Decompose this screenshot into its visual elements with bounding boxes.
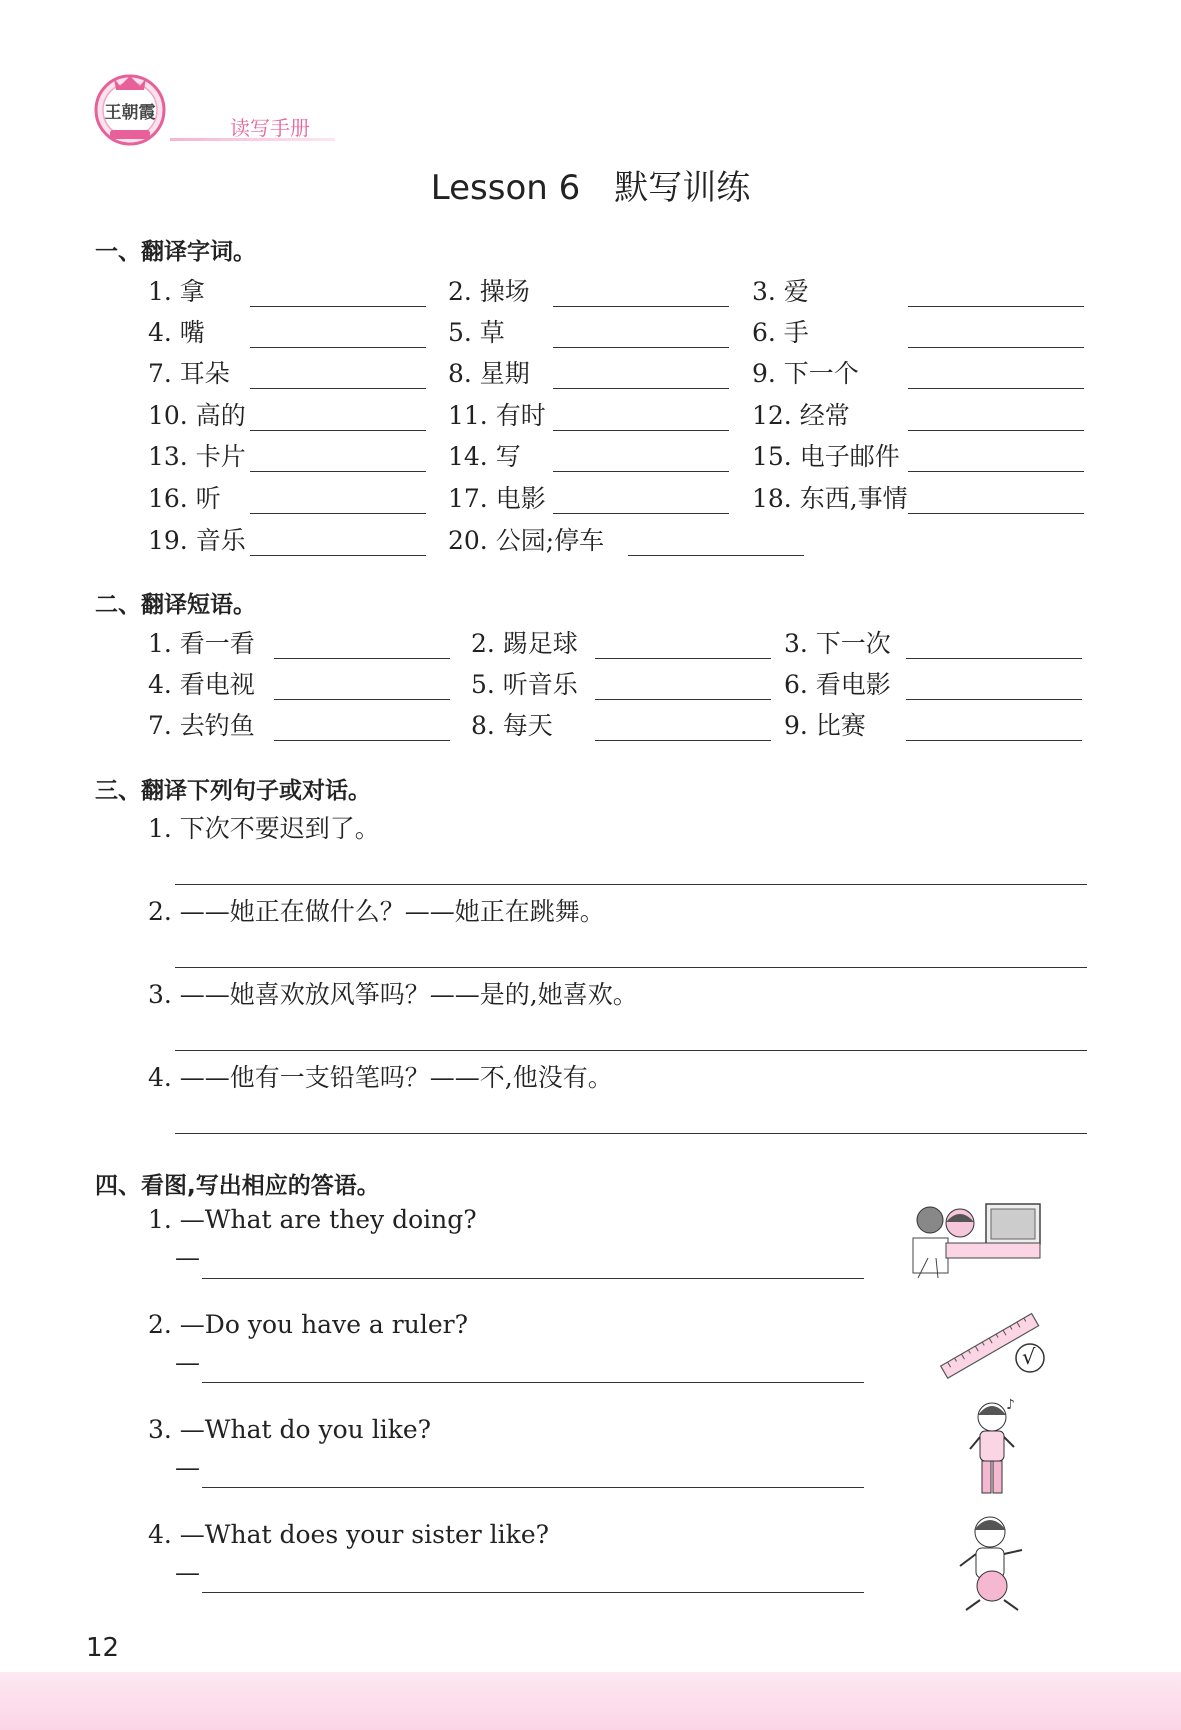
s4-question-3: 3. —What do you like?	[148, 1415, 432, 1444]
s1-item-14: 14. 写	[448, 442, 521, 471]
section-4-heading: 四、看图,写出相应的答语。	[95, 1173, 380, 1199]
s1-item-20: 20. 公园;停车	[448, 526, 605, 555]
s2-blank-9[interactable]	[906, 740, 1082, 741]
s1-blank-9[interactable]	[908, 388, 1084, 389]
s1-blank-8[interactable]	[553, 388, 729, 389]
s2-blank-4[interactable]	[274, 699, 450, 700]
girl-with-ball-image	[948, 1510, 1036, 1615]
s3-answer-line-3[interactable]	[175, 1050, 1087, 1051]
s2-blank-1[interactable]	[274, 658, 450, 659]
s4-answer-line-2[interactable]	[202, 1382, 864, 1383]
book-label: 读写手册	[230, 116, 310, 140]
s2-item-6: 6. 看电影	[784, 670, 891, 699]
s1-blank-17[interactable]	[553, 513, 729, 514]
s3-item-1: 1. 下次不要迟到了。	[148, 814, 380, 843]
ruler-image	[938, 1308, 1056, 1380]
s1-blank-10[interactable]	[250, 430, 426, 431]
section-2-heading: 二、翻译短语。	[95, 592, 256, 618]
s3-answer-line-4[interactable]	[175, 1133, 1087, 1134]
page-title: Lesson 6 默写训练	[430, 168, 751, 208]
s1-blank-1[interactable]	[250, 306, 426, 307]
s2-item-7: 7. 去钓鱼	[148, 711, 255, 740]
s1-blank-20[interactable]	[628, 555, 804, 556]
s1-blank-4[interactable]	[250, 347, 426, 348]
s1-blank-2[interactable]	[553, 306, 729, 307]
page-number: 12	[86, 1633, 120, 1663]
s1-item-10: 10. 高的	[148, 401, 246, 430]
section-3-heading: 三、翻译下列句子或对话。	[95, 778, 371, 804]
s1-item-15: 15. 电子邮件	[752, 442, 900, 471]
s1-blank-13[interactable]	[250, 471, 426, 472]
s1-item-5: 5. 草	[448, 318, 505, 347]
s1-blank-16[interactable]	[250, 513, 426, 514]
s4-dash-4: —	[175, 1558, 200, 1587]
s1-blank-6[interactable]	[908, 347, 1084, 348]
s1-item-4: 4. 嘴	[148, 318, 205, 347]
logo-text: 王朝霞	[104, 103, 156, 123]
check-mark-icon: √	[1022, 1345, 1036, 1369]
s1-item-9: 9. 下一个	[752, 359, 859, 388]
s1-blank-5[interactable]	[553, 347, 729, 348]
s1-item-17: 17. 电影	[448, 484, 546, 513]
s4-question-4: 4. —What does your sister like?	[148, 1520, 550, 1549]
s1-blank-12[interactable]	[908, 430, 1084, 431]
s4-answer-line-1[interactable]	[202, 1278, 864, 1279]
svg-text:♪: ♪	[1006, 1397, 1015, 1413]
footer-band	[0, 1672, 1181, 1730]
s2-blank-7[interactable]	[274, 740, 450, 741]
s1-item-3: 3. 爱	[752, 277, 809, 306]
s1-item-13: 13. 卡片	[148, 442, 246, 471]
s4-answer-line-4[interactable]	[202, 1592, 864, 1593]
s4-question-1: 1. —What are they doing?	[148, 1205, 477, 1234]
s4-dash-2: —	[175, 1348, 200, 1377]
s1-item-6: 6. 手	[752, 318, 809, 347]
s4-question-2: 2. —Do you have a ruler?	[148, 1310, 468, 1339]
s1-blank-15[interactable]	[908, 471, 1084, 472]
s2-blank-6[interactable]	[906, 699, 1082, 700]
s1-item-19: 19. 音乐	[148, 526, 246, 555]
s1-item-18: 18. 东西,事情	[752, 484, 908, 513]
s1-blank-19[interactable]	[250, 555, 426, 556]
s1-item-11: 11. 有时	[448, 401, 546, 430]
s3-item-3: 3. ——她喜欢放风筝吗？——是的,她喜欢。	[148, 980, 638, 1009]
s2-item-5: 5. 听音乐	[471, 670, 578, 699]
publisher-logo	[92, 70, 168, 146]
s2-item-3: 3. 下一次	[784, 629, 891, 658]
section-1-heading: 一、翻译字词。	[95, 239, 256, 265]
s2-item-9: 9. 比赛	[784, 711, 866, 740]
s2-blank-2[interactable]	[595, 658, 771, 659]
girl-listening-music-image	[962, 1395, 1032, 1500]
s1-item-16: 16. 听	[148, 484, 221, 513]
s2-blank-3[interactable]	[906, 658, 1082, 659]
s2-blank-5[interactable]	[595, 699, 771, 700]
children-watching-tv-image	[908, 1198, 1043, 1284]
s4-dash-1: —	[175, 1243, 200, 1272]
s2-item-4: 4. 看电视	[148, 670, 255, 699]
s3-item-2: 2. ——她正在做什么？——她正在跳舞。	[148, 897, 605, 926]
s4-dash-3: —	[175, 1453, 200, 1482]
s3-item-4: 4. ——他有一支铅笔吗？——不,他没有。	[148, 1063, 613, 1092]
s2-blank-8[interactable]	[595, 740, 771, 741]
s3-answer-line-2[interactable]	[175, 967, 1087, 968]
s1-blank-14[interactable]	[553, 471, 729, 472]
s2-item-2: 2. 踢足球	[471, 629, 578, 658]
s1-item-2: 2. 操场	[448, 277, 530, 306]
s1-blank-3[interactable]	[908, 306, 1084, 307]
s1-blank-18[interactable]	[908, 513, 1084, 514]
s1-item-8: 8. 星期	[448, 359, 530, 388]
s1-item-12: 12. 经常	[752, 401, 850, 430]
s2-item-1: 1. 看一看	[148, 629, 255, 658]
s1-item-1: 1. 拿	[148, 277, 205, 306]
s2-item-8: 8. 每天	[471, 711, 553, 740]
s1-blank-7[interactable]	[250, 388, 426, 389]
s3-answer-line-1[interactable]	[175, 884, 1087, 885]
s1-item-7: 7. 耳朵	[148, 359, 230, 388]
s1-blank-11[interactable]	[553, 430, 729, 431]
s4-answer-line-3[interactable]	[202, 1487, 864, 1488]
